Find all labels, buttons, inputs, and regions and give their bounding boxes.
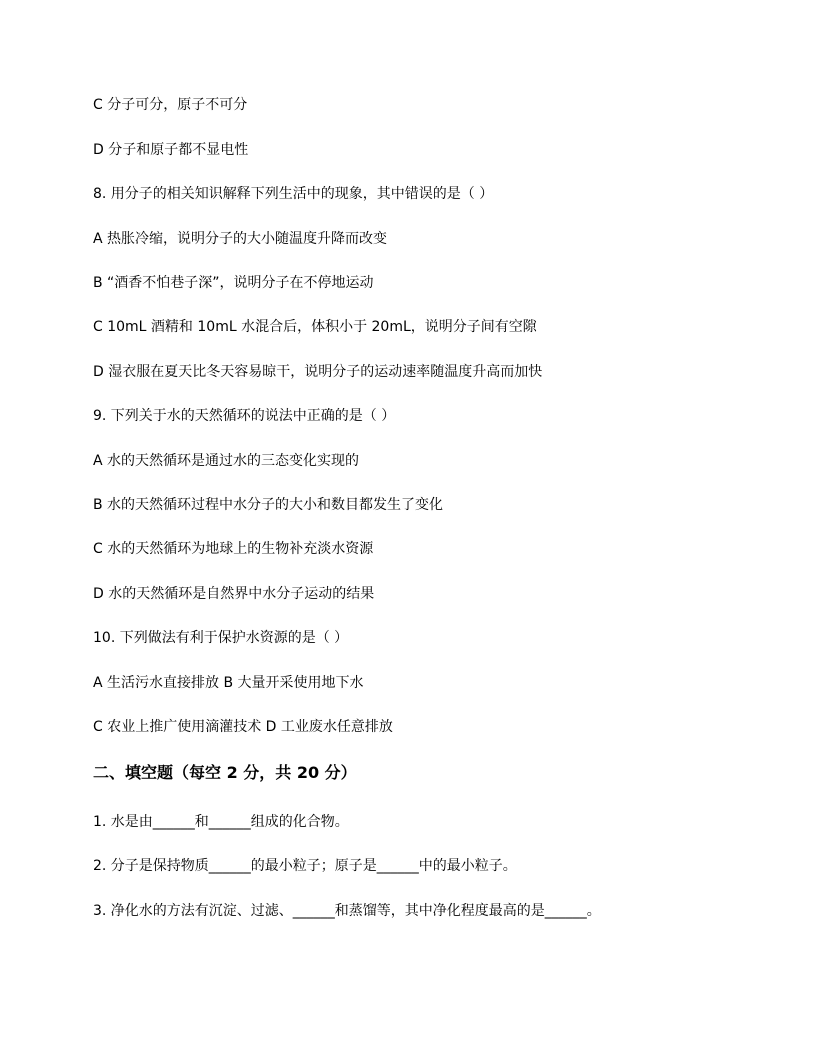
fill-in-q3: 3. 净化水的方法有沉淀、过滤、______和蒸馏等，其中净化程度最高的是______。 bbox=[93, 903, 601, 919]
q9-option-c: C 水的天然循环为地球上的生物补充淡水资源 bbox=[93, 541, 374, 557]
q10-stem: 10. 下列做法有利于保护水资源的是（ ） bbox=[93, 630, 349, 646]
q9-stem: 9. 下列关于水的天然循环的说法中正确的是（ ） bbox=[93, 408, 396, 424]
q10-options-cd: C 农业上推广使用滴灌技术 D 工业废水任意排放 bbox=[93, 719, 393, 735]
q10-options-ab: A 生活污水直接排放 B 大量开采使用地下水 bbox=[93, 675, 364, 691]
fill-in-q2: 2. 分子是保持物质______的最小粒子；原子是______中的最小粒子。 bbox=[93, 858, 517, 874]
fill-in-q1: 1. 水是由______和______组成的化合物。 bbox=[93, 814, 349, 830]
section-heading-fill-in: 二、填空题（每空 2 分，共 20 分） bbox=[93, 763, 357, 782]
q8-option-c: C 10mL 酒精和 10mL 水混合后，体积小于 20mL，说明分子间有空隙 bbox=[93, 319, 537, 335]
q7-option-d: D 分子和原子都不显电性 bbox=[93, 142, 249, 158]
q8-option-b: B “酒香不怕巷子深”，说明分子在不停地运动 bbox=[93, 275, 374, 291]
q8-option-a: A 热胀冷缩，说明分子的大小随温度升降而改变 bbox=[93, 231, 388, 247]
q8-stem: 8. 用分子的相关知识解释下列生活中的现象，其中错误的是（ ） bbox=[93, 186, 494, 202]
q9-option-b: B 水的天然循环过程中水分子的大小和数目都发生了变化 bbox=[93, 497, 444, 513]
q9-option-a: A 水的天然循环是通过水的三态变化实现的 bbox=[93, 453, 360, 469]
q7-option-c: C 分子可分，原子不可分 bbox=[93, 97, 248, 113]
q8-option-d: D 湿衣服在夏天比冬天容易晾干，说明分子的运动速率随温度升高而加快 bbox=[93, 364, 543, 380]
q9-option-d: D 水的天然循环是自然界中水分子运动的结果 bbox=[93, 586, 375, 602]
